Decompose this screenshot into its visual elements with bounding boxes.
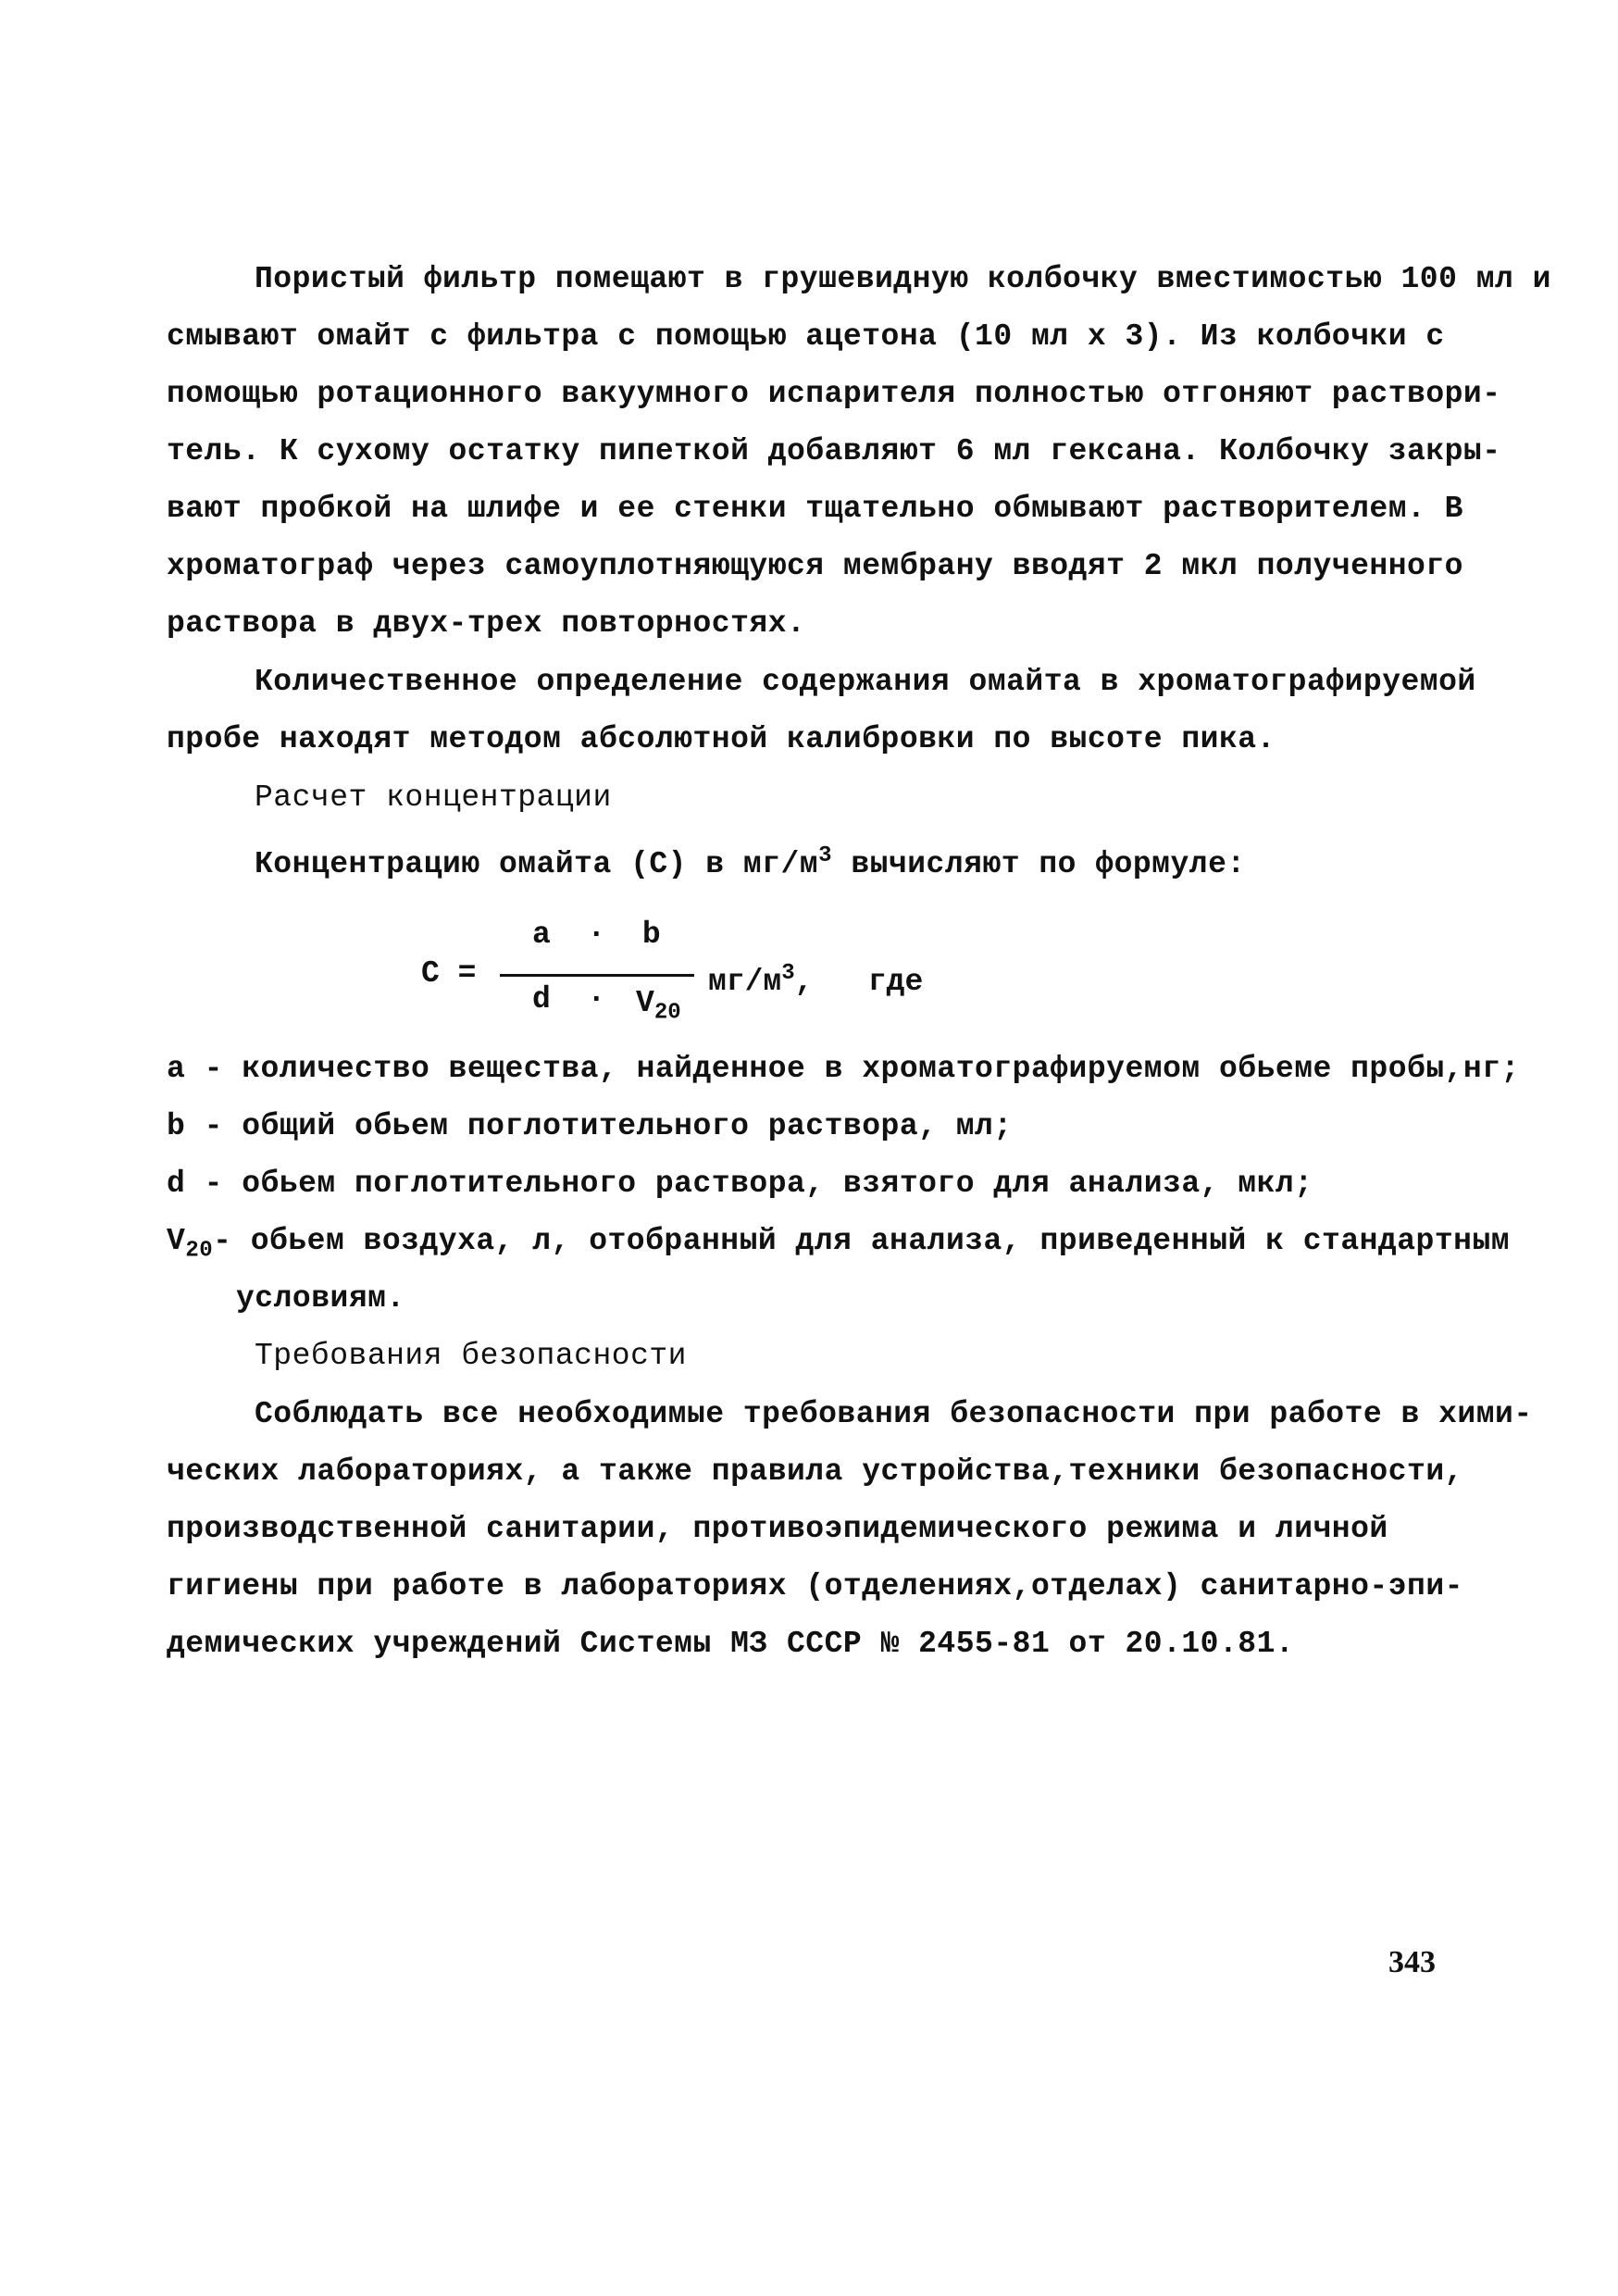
paragraph-3-line-4: гигиены при работе в лабораториях (отделениях,отделах) санитарно-эпи- <box>167 1569 1463 1603</box>
paragraph-3-line-5: демических учреждений Системы МЗ СССР № 2455-81 от 20.10.81. <box>167 1627 1295 1661</box>
formula-lhs: C = <box>421 956 477 991</box>
paragraph-3-line-2: ческих лабораториях, а также правила устройства,техники безопасности, <box>167 1454 1463 1489</box>
paragraph-3-line-3: производственной санитарии, противоэпидемического режима и личной <box>167 1512 1388 1546</box>
paragraph-2-line-1: Количественное определение содержания омайта в хроматографируемой <box>255 665 1476 699</box>
formula-intro: Концентрацию омайта (С) в $мг/м^3$ вычисляют по формуле: <box>255 843 1246 881</box>
paragraph-3-line-1: Соблюдать все необходимые требования безопасности при работе в хими- <box>255 1397 1533 1431</box>
definition-b: b - общий обьем поглотительного раствора, мл; <box>167 1109 1013 1143</box>
fraction-bar <box>500 974 694 977</box>
concentration-formula <box>421 917 995 1037</box>
paragraph-1-line-5: вают пробкой на шлифе и ее стенки тщательно обмывают растворителем. В <box>167 492 1463 526</box>
formula-denominator-d: d · <box>532 982 606 1017</box>
paragraph-1-line-3: помощью ротационного вакуумного испарителя полностью отгоняют раствори- <box>167 377 1501 411</box>
paragraph-1-line-7: раствора в двух-трех повторностях. <box>167 606 806 641</box>
definition-a: a - количество вещества, найденное в хроматографируемом обьеме пробы,нг; <box>167 1052 1520 1086</box>
formula-denominator-v: $V_{20}$ <box>636 986 681 1026</box>
formula-unit: $мг/м^3$, где <box>708 961 924 999</box>
paragraph-1-line-6: хроматограф через самоуплотняющуюся мембрану вводят 2 мкл полученного <box>167 549 1463 583</box>
heading-calculation: Расчет концентрации <box>255 780 612 815</box>
paragraph-1-line-1: Пористый фильтр помещают в грушевидную колбочку вместимостью 100 мл и <box>255 262 1551 296</box>
paragraph-2-line-2: пробе находят методом абсолютной калибровки по высоте пика. <box>167 722 1276 756</box>
definition-v20: $V_{20}-$ обьем воздуха, л, отобранный для анализа, приведенный к стандартным <box>167 1224 1511 1264</box>
formula-numerator: a · b <box>532 917 661 952</box>
definition-d: d - обьем поглотительного раствора, взятого для анализа, мкл; <box>167 1167 1313 1201</box>
paragraph-1-line-2: смывают омайт с фильтра с помощью ацетона (10 мл х 3). Из колбочки с <box>167 319 1445 354</box>
paragraph-1-line-4: тель. К сухому остатку пипеткой добавляют 6 мл гексана. Колбочку закры- <box>167 434 1501 468</box>
page-number: 343 <box>1388 1945 1436 1979</box>
heading-safety: Требования безопасности <box>255 1339 687 1373</box>
definition-v20-continuation: условиям. <box>236 1281 405 1316</box>
